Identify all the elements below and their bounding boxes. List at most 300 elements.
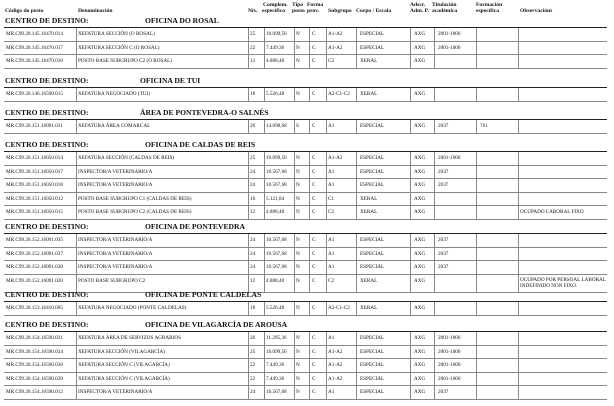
header-forma: Forma [307,2,324,8]
cell-adsc: AXG [414,264,426,271]
cell-code: MR.C99.20.154.16590.012 [6,389,63,396]
column-divider [410,302,411,315]
column-divider [326,359,327,372]
header-forma-prov: prov. [307,8,320,14]
cell-sub: A1 [328,389,335,396]
cell-comp: 7.449,36 [266,44,285,51]
cell-den: XEFATURA NEGOCIADO (TUI) [78,91,150,97]
column-divider [248,373,249,386]
cell-tipo: N [296,209,300,216]
cell-corpo: ESPECIAL [360,264,385,271]
column-divider [264,28,265,41]
cell-tipo: N [296,195,300,202]
column-divider [294,386,295,399]
cell-form [480,166,520,179]
cell-adsc: AXG [414,31,426,37]
column-divider [264,179,265,192]
column-divider [434,55,435,68]
column-divider [326,179,327,192]
table-row [4,166,607,180]
cell-code: MR.C99.20.154.16590.034 [6,348,63,355]
cell-adsc: AXG [414,389,426,396]
cell-code: MR.C99.20.151.16091.031 [6,123,63,129]
cell-tit: 2001-1000 [438,155,461,161]
section-name: OFICINA DE PONTE CALDELAS [145,290,262,299]
cell-code: MR.C99.20.151.16050.012 [6,195,63,202]
column-divider [434,120,435,133]
column-divider [248,206,249,219]
cell-sub: C2 [328,58,335,65]
cell-obs [520,28,607,41]
section-label: CENTRO DE DESTINO: [5,222,89,231]
cell-corpo: XERAL [360,91,378,97]
cell-sub: A1 [328,237,335,243]
table-row [4,234,607,248]
column-divider [326,193,327,206]
section-label: CENTRO DE DESTINO: [5,76,89,85]
cell-den: INSPECTOR/A VETERINARIO/A [78,168,153,175]
cell-tit: 2001-1000 [438,31,461,37]
cell-adsc: AXG [414,362,426,369]
cell-comp: 4.888,40 [266,277,285,284]
cell-form [480,248,520,261]
cell-code: MR.C99.20.151.16050.014 [6,155,63,161]
cell-sub: A1-A2 [328,155,343,161]
cell-adsc: AXG [414,335,426,341]
cell-den: INSPECTOR/A VETERINARIO/A [78,389,153,396]
cell-form [480,206,520,219]
cell-corpo: XERAL [360,277,378,284]
column-divider [309,248,310,261]
column-divider [264,261,265,274]
cell-den: POSTO BASE SUBGRUPO C2 (CALDAS DE REIS) [78,209,192,216]
cell-forma: C [312,264,316,271]
cell-code: MR.C99.20.151.16050.018 [6,182,63,189]
cell-adsc: AXG [414,155,426,161]
cell-forma: C [312,375,316,382]
cell-comp: 7.449,36 [266,362,285,369]
column-divider [248,359,249,372]
cell-den: INSPECTOR/A VETERINARIO/A [78,237,153,243]
cell-forma: C [312,58,316,65]
header-observacions: Observacións [520,8,553,14]
cell-corpo: XERAL [360,58,378,65]
cell-tit: 2001-1000 [438,335,461,341]
cell-sub: A1-A2 [328,44,343,51]
cell-comp: 14.098,68 [266,123,287,129]
column-divider [264,234,265,247]
column-divider [434,166,435,179]
cell-form [480,234,520,247]
column-divider [248,88,249,101]
section-name: ÁREA DE PONTEVEDRA-O SALNÉS [140,108,269,117]
cell-den: XEFATURA SECCIÓN C (VILAGARCÍA) [78,362,170,369]
cell-code: MR.C99.20.153.16410.005 [6,305,63,311]
column-divider [434,206,435,219]
cell-form [480,193,520,206]
column-divider [326,120,327,133]
cell-adsc: AXG [414,91,426,97]
cell-corpo: ESPECIAL [360,389,385,396]
column-divider [294,261,295,274]
cell-corpo: ESPECIAL [360,44,385,51]
cell-sub: C1 [328,195,335,202]
cell-comp: 10.099,56 [266,155,287,161]
cell-niv: 22 [250,375,256,382]
cell-comp: 4.888,40 [266,209,285,216]
header-academica: académica [432,8,458,14]
column-divider [434,152,435,165]
section-name: OFICINA DE CALDAS DE REIS [145,140,256,149]
section-table [4,331,607,400]
cell-den: XEFATURA SECCIÓN (VILAGARCÍA) [78,348,165,355]
table-row [4,42,607,56]
cell-den: POSTO BASE SUBGRUPO C2 (O ROSAL) [78,58,173,65]
column-divider [248,346,249,359]
column-divider [309,152,310,165]
cell-form [480,261,520,274]
cell-obs: OCUPADO LABORAL FIXO [520,209,584,216]
section-table [4,119,607,134]
cell-code: MR.C99.20.151.16050.017 [6,168,63,175]
cell-sub: A1 [328,335,335,341]
header-complem: Complem. [263,2,288,8]
column-divider [410,152,411,165]
cell-tipo: N [296,375,300,382]
cell-code: MR.C99.20.154.16590.039 [6,375,63,382]
cell-form [480,359,520,372]
cell-den: INSPECTOR/A VETERINARIO/A [78,264,153,271]
column-divider [326,234,327,247]
cell-corpo: ESPECIAL [360,375,385,382]
cell-obs [520,302,607,315]
cell-adsc: AXG [414,123,426,129]
cell-code: MR.C99.20.152.16091.037 [6,250,63,257]
cell-tit: 2001-1000 [438,348,461,355]
cell-tit: 2037 [438,182,449,189]
column-divider [248,179,249,192]
cell-form [480,373,520,386]
column-divider [294,28,295,41]
cell-comp: 10.099,56 [266,31,287,37]
column-divider [326,373,327,386]
column-divider [410,346,411,359]
cell-comp: 10.567,68 [266,264,287,271]
column-divider [294,55,295,68]
column-divider [434,28,435,41]
cell-comp: 11.295,36 [266,335,287,341]
cell-code: MR.C99.20.145.16470.010 [6,58,63,65]
cell-code: MR.C99.20.154.16590.031 [6,335,63,341]
cell-comp: 5.121,84 [266,195,285,202]
cell-comp: 10.567,68 [266,250,287,257]
cell-tipo: N [296,277,300,284]
cell-obs [520,373,607,386]
column-divider [248,261,249,274]
column-divider [309,88,310,101]
column-divider [294,179,295,192]
cell-form: 761 [480,123,488,129]
cell-tipo: N [296,44,300,51]
cell-comp: 10.567,68 [266,237,287,243]
column-divider [294,120,295,133]
cell-den: XEFATURA ÁREA COMARCAL [78,123,151,129]
column-divider [248,234,249,247]
cell-code: MR.C99.20.152.16091.038 [6,264,63,271]
cell-tipo: N [296,362,300,369]
cell-tit [438,206,478,219]
cell-adsc: AXG [414,58,426,65]
cell-adsc: AXG [414,277,426,284]
cell-niv: 24 [250,389,256,396]
column-divider [248,193,249,206]
cell-niv: 26 [250,335,256,341]
cell-den: INSPECTOR/A VETERINARIO/A [78,182,153,189]
column-divider [434,346,435,359]
column-divider [434,179,435,192]
cell-adsc: AXG [414,168,426,175]
cell-obs [520,332,607,345]
cell-forma: C [312,168,316,175]
table-row [4,346,607,360]
cell-forma: C [312,195,316,202]
section-name: OFICINA DE VILAGARCÍA DE AROUSA [145,320,288,329]
cell-code: MR.C99.20.145.16470.014 [6,31,63,37]
table-row [4,302,607,316]
header-adscr: Adscr. [410,2,426,8]
header-codigo: Código do posto [5,8,44,14]
column-divider [264,359,265,372]
cell-form [480,332,520,345]
cell-niv: 12 [250,277,256,284]
column-divider [248,248,249,261]
cell-obs [520,42,607,55]
column-divider [264,302,265,315]
cell-comp: 4.888,40 [266,58,285,65]
cell-corpo: ESPECIAL [360,348,385,355]
column-divider [326,302,327,315]
cell-obs [520,120,607,133]
cell-niv: 22 [250,362,256,369]
cell-adsc: AXG [414,305,426,311]
cell-corpo: ESPECIAL [360,168,385,175]
column-divider [434,234,435,247]
section-name: OFICINA DE TUI [140,76,201,85]
cell-sub: A1-A2 [328,375,343,382]
table-row [4,179,607,193]
column-divider [434,261,435,274]
header-especifico: específico [262,8,285,14]
cell-tit: 2001-1000 [438,375,461,382]
cell-sub: A1 [328,168,335,175]
cell-forma: C [312,209,316,216]
cell-tit [438,88,478,101]
column-divider [309,359,310,372]
cell-den: XEFATURA NEGOCIADO (PONTE CALDELAS) [78,305,187,311]
cell-code: MR.C99.20.154.16590.036 [6,362,63,369]
column-divider [410,373,411,386]
section-label: CENTRO DE DESTINO: [5,16,89,25]
cell-code: MR.C99.20.145.16470.017 [6,44,63,51]
header-tipo-posto: posto [292,8,305,14]
column-divider [248,120,249,133]
cell-den: INSPECTOR/A VETERINARIO/A [78,250,153,257]
header-nivel: Nív. [248,8,258,14]
column-divider [264,206,265,219]
cell-niv: 22 [250,44,256,51]
column-divider [309,193,310,206]
cell-tipo: N [296,264,300,271]
cell-forma: C [312,362,316,369]
cell-niv: 24 [250,182,256,189]
cell-comp: 10.567,68 [266,182,287,189]
cell-sub: A1 [328,123,335,129]
column-divider [309,346,310,359]
section-label: CENTRO DE DESTINO: [5,290,89,299]
column-divider [309,386,310,399]
cell-sub: A1 [328,250,335,257]
cell-forma: C [312,348,316,355]
cell-obs [520,88,607,101]
cell-tipo: N [296,58,300,65]
cell-den: POSTO BASE SUBGRUPO C2 [78,277,146,284]
column-divider [294,302,295,315]
table-row [4,193,607,207]
column-divider [434,386,435,399]
column-divider [326,346,327,359]
cell-tit: 2001-1000 [438,44,461,51]
cell-obs [520,55,607,68]
cell-comp: 10.567,68 [266,389,287,396]
column-divider [326,55,327,68]
column-divider [309,55,310,68]
column-divider [264,193,265,206]
cell-obs [520,166,607,179]
cell-den: POSTO BASE SUBGRUPO C1 (CALDAS DE REIS) [78,195,192,202]
column-divider [434,373,435,386]
cell-sub: C2 [328,277,335,284]
header-formacion: Formación [476,2,503,8]
cell-tit: 2037 [438,250,449,257]
cell-sub: A2-C1-C2 [328,91,350,97]
cell-tipo: N [296,91,300,97]
cell-tipo: N [296,348,300,355]
cell-niv: 24 [250,264,256,271]
column-divider [434,248,435,261]
section-table [4,27,607,69]
cell-forma: C [312,335,316,341]
cell-sub: C2 [328,209,335,216]
table-row [4,55,607,69]
cell-forma: C [312,31,316,37]
cell-niv: 25 [250,31,256,37]
header-especifica: específica [476,8,499,14]
column-divider [309,179,310,192]
cell-niv: 12 [250,209,256,216]
table-row [4,88,607,102]
cell-tipo: N [296,389,300,396]
column-divider [326,42,327,55]
cell-den: XEFATURA SECCIÓN C (VILAGARCÍA) [78,375,170,382]
column-divider [294,88,295,101]
cell-obs [520,179,607,192]
column-divider [294,359,295,372]
column-divider [309,206,310,219]
cell-sub: A1 [328,182,335,189]
table-row [4,152,607,166]
cell-forma: C [312,123,316,129]
column-divider [326,28,327,41]
cell-niv: 24 [250,237,256,243]
column-divider [294,166,295,179]
cell-corpo: XERAL [360,209,378,216]
cell-adsc: AXG [414,348,426,355]
cell-adsc: AXG [414,250,426,257]
cell-tit [438,302,478,315]
column-divider [410,55,411,68]
cell-form [480,346,520,359]
cell-tit: 2001-1000 [438,362,461,369]
column-divider [309,373,310,386]
cell-form [480,302,520,315]
table-row [4,28,607,42]
cell-adsc: AXG [414,375,426,382]
cell-niv: 24 [250,168,256,175]
column-divider [264,332,265,345]
column-divider [410,248,411,261]
column-divider [410,120,411,133]
column-divider [264,373,265,386]
cell-obs [520,152,607,165]
column-divider [264,152,265,165]
cell-sub: A1 [328,264,335,271]
cell-tit: 2037 [438,389,449,396]
column-divider [326,166,327,179]
cell-code: MR.C99.20.152.16091.035 [6,237,63,243]
column-divider [264,42,265,55]
column-divider [248,28,249,41]
column-divider [248,166,249,179]
section-label: CENTRO DE DESTINO: [5,320,89,329]
cell-niv: 18 [250,91,256,97]
column-divider [264,248,265,261]
cell-code: MR.C99.20.146.16590.015 [6,91,63,97]
section-table [4,87,607,102]
cell-corpo: ESPECIAL [360,155,385,161]
cell-corpo: ESPECIAL [360,182,385,189]
header-denominacion: Denominación [78,8,113,14]
cell-comp: 10.567,68 [266,168,287,175]
section-label: CENTRO DE DESTINO: [5,108,89,117]
cell-obs [520,248,607,261]
cell-corpo: ESPECIAL [360,250,385,257]
column-divider [248,332,249,345]
cell-form [480,42,520,55]
column-divider [309,120,310,133]
column-divider [264,120,265,133]
cell-tit: 2037 [438,123,449,129]
column-divider [309,261,310,274]
column-divider [248,302,249,315]
cell-forma: C [312,277,316,284]
column-divider [294,42,295,55]
cell-obs [520,234,607,247]
cell-niv: 18 [250,305,256,311]
section-name: OFICINA DE PONTEVEDRA [145,222,245,231]
cell-tipo: N [296,237,300,243]
column-divider [309,332,310,345]
cell-obs [520,386,607,399]
